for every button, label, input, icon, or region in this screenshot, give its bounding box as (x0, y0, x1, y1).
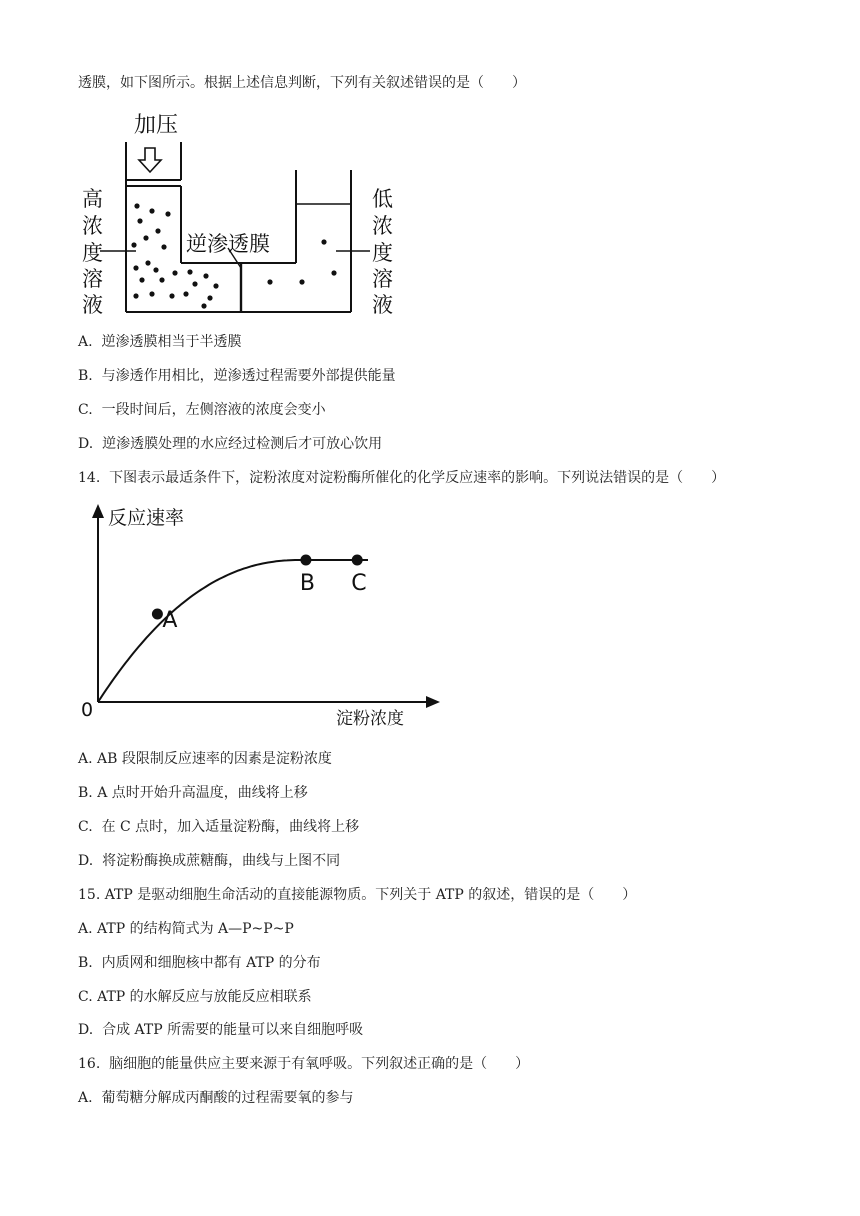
low-concentration-label (372, 187, 393, 317)
origin-label: 0 (81, 699, 94, 721)
q14-option-c: C. 在 C 点时，加入适量淀粉酶，曲线将上移 (78, 819, 360, 835)
q15-option-d: D. 合成 ATP 所需要的能量可以来自细胞呼吸 (78, 1022, 364, 1038)
point-label-b: B (299, 571, 315, 596)
q15-option-c: C. ATP 的水解反应与放能反应相联系 (78, 989, 312, 1005)
q16-stem: 16. 脑细胞的能量供应主要来源于有氧呼吸。下列叙述正确的是（ ） (78, 1056, 530, 1072)
svg-text:度: 度 (82, 241, 103, 265)
q16-option-a: A. 葡萄糖分解成丙酮酸的过程需要氧的参与 (78, 1090, 354, 1106)
q14-stem: 14. 下图表示最适条件下，淀粉浓度对淀粉酶所催化的化学反应速率的影响。下列说法错误的是（ ） (78, 470, 726, 486)
q14-option-a: A. AB 段限制反应速率的因素是淀粉浓度 (78, 751, 332, 767)
point-b (300, 555, 311, 566)
svg-text:液: 液 (82, 293, 103, 317)
q13-stem: 透膜，如下图所示。根据上述信息判断，下列有关叙述错误的是（ ） (78, 75, 526, 91)
svg-text:浓: 浓 (82, 214, 103, 238)
point-label-c: C (351, 571, 367, 596)
point-a (152, 608, 163, 619)
y-axis-label: 反应速率 (108, 507, 185, 529)
press-arrow-icon (139, 148, 161, 172)
svg-text:浓: 浓 (372, 214, 393, 238)
svg-text:低: 低 (372, 187, 393, 211)
high-concentration-label (82, 187, 103, 317)
rate-curve (98, 560, 368, 702)
q15-option-b: B. 内质网和细胞核中都有 ATP 的分布 (78, 955, 321, 971)
svg-text:溶: 溶 (82, 267, 103, 291)
y-axis-arrow-icon (92, 504, 104, 518)
point-label-a: A (162, 607, 178, 633)
q15-stem: 15. ATP 是驱动细胞生命活动的直接能源物质。下列关于 ATP 的叙述，错误的是（ ） (78, 887, 637, 903)
point-c (352, 555, 363, 566)
svg-text:度: 度 (372, 241, 393, 265)
x-axis-arrow-icon (426, 696, 440, 708)
x-axis-label: 淀粉浓度 (336, 709, 404, 729)
svg-text:液: 液 (372, 293, 393, 317)
q13-option-a: A. 逆渗透膜相当于半透膜 (78, 334, 242, 350)
q13-option-c: C. 一段时间后，左侧溶液的浓度会变小 (78, 402, 326, 418)
reaction-rate-chart (78, 502, 448, 732)
q13-option-d: D. 逆渗透膜处理的水应经过检测后才可放心饮用 (78, 436, 383, 452)
q14-option-d: D. 将淀粉酶换成蔗糖酶，曲线与上图不同 (78, 853, 341, 869)
press-label: 加压 (134, 113, 179, 138)
reverse-osmosis-figure (78, 108, 408, 318)
svg-text:高: 高 (82, 187, 103, 211)
membrane-label: 逆渗透膜 (186, 232, 270, 256)
q14-option-b: B. A 点时开始升高温度，曲线将上移 (78, 785, 308, 801)
q15-option-a: A. ATP 的结构简式为 A—P~P~P (78, 921, 294, 937)
q13-option-b: B. 与渗透作用相比，逆渗透过程需要外部提供能量 (78, 368, 396, 384)
svg-text:溶: 溶 (372, 267, 393, 291)
